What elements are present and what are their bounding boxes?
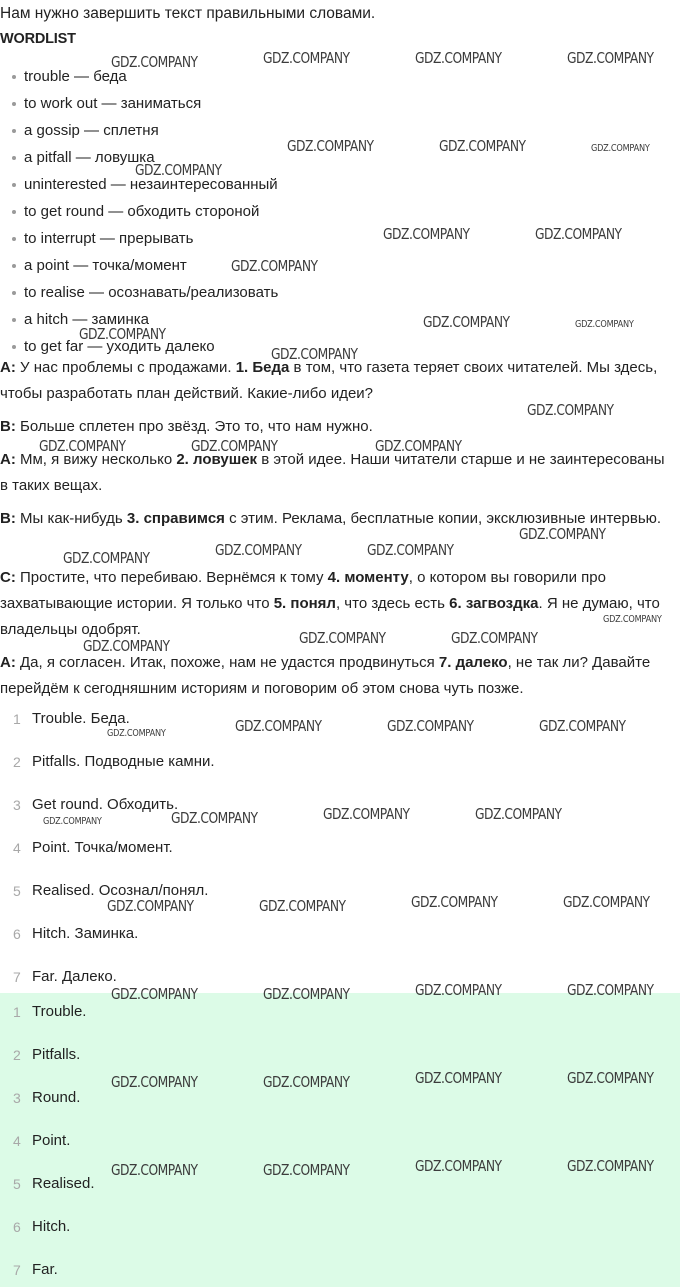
- dialog-text: Мы как-нибудь: [15, 510, 127, 527]
- watermark-text: GDZ.COMPANY: [567, 1157, 654, 1175]
- wordlist-item-text: a hitch — заминка: [24, 311, 149, 328]
- watermark-text: GDZ.COMPANY: [43, 816, 102, 827]
- speaker-label: A:: [0, 654, 16, 671]
- dialog-line: [0, 565, 676, 643]
- answer-number: 6: [13, 926, 21, 942]
- bullet-icon: [12, 318, 16, 322]
- watermark-text: GDZ.COMPANY: [415, 981, 502, 999]
- answer-word: 5. понял: [273, 595, 336, 612]
- task-instruction: Нам нужно завершить текст правильными словами.: [0, 5, 376, 22]
- speaker-label: A:: [0, 451, 16, 468]
- watermark-text: GDZ.COMPANY: [415, 1157, 502, 1175]
- dialog-line: [0, 506, 676, 532]
- wordlist-item: [0, 90, 278, 117]
- dialog-line: [0, 650, 676, 702]
- watermark-text: GDZ.COMPANY: [591, 143, 650, 154]
- dialog-text: Больше сплетен про звёзд. Это то, что нам нужно.: [15, 418, 373, 435]
- watermark-text: GDZ.COMPANY: [415, 49, 502, 67]
- bullet-icon: [12, 210, 16, 214]
- watermark-text: GDZ.COMPANY: [231, 257, 318, 275]
- answer-text: Pitfalls. Подводные камни.: [32, 753, 215, 770]
- answer-text: Hitch.: [32, 1218, 71, 1235]
- answer-text: Trouble. Беда.: [32, 710, 130, 727]
- watermark-text: GDZ.COMPANY: [263, 1073, 350, 1091]
- bullet-icon: [12, 345, 16, 349]
- watermark-text: GDZ.COMPANY: [567, 981, 654, 999]
- watermark-text: GDZ.COMPANY: [263, 1161, 350, 1179]
- wordlist-title: WORDLIST: [0, 31, 76, 47]
- answer-text: Far. Далеко.: [32, 968, 117, 985]
- watermark-text: GDZ.COMPANY: [235, 717, 322, 735]
- answer-number: 2: [13, 754, 21, 770]
- watermark-text: GDZ.COMPANY: [375, 437, 462, 455]
- wordlist-item: [0, 171, 278, 198]
- answer-number: 6: [13, 1219, 21, 1235]
- answer-text: Get round. Обходить.: [32, 796, 179, 813]
- bullet-icon: [12, 264, 16, 268]
- answer-word: 1. Беда: [235, 359, 290, 376]
- watermark-text: GDZ.COMPANY: [111, 985, 198, 1003]
- dialog-text: , о котором вы говорили про захватывающие истории. Я только что: [0, 569, 606, 612]
- speaker-label: A:: [0, 359, 16, 376]
- watermark-text: GDZ.COMPANY: [107, 728, 166, 739]
- answer-number: 1: [13, 711, 21, 727]
- wordlist-item: [0, 198, 278, 225]
- bullet-icon: [12, 75, 16, 79]
- wordlist-item-text: to get far — уходить далеко: [24, 338, 215, 355]
- wordlist-item-text: a point — точка/момент: [24, 257, 187, 274]
- answer-text: Trouble.: [32, 1003, 87, 1020]
- watermark-text: GDZ.COMPANY: [215, 541, 302, 559]
- watermark-text: GDZ.COMPANY: [603, 614, 662, 625]
- wordlist-item-text: a gossip — сплетня: [24, 122, 159, 139]
- watermark-text: GDZ.COMPANY: [271, 345, 358, 363]
- dialog-text: Простите, что перебиваю. Вернёмся к тому: [15, 569, 328, 586]
- dialog-text: , не так ли? Давайте перейдём к сегодняшним историям и поговорим об этом снова чуть позже.: [0, 654, 651, 697]
- bullet-icon: [12, 102, 16, 106]
- watermark-text: GDZ.COMPANY: [135, 161, 222, 179]
- watermark-text: GDZ.COMPANY: [263, 49, 350, 67]
- wordlist-item-text: trouble — беда: [24, 68, 127, 85]
- watermark-text: GDZ.COMPANY: [299, 629, 386, 647]
- watermark-text: GDZ.COMPANY: [451, 629, 538, 647]
- dialog-text: У нас проблемы с продажами.: [15, 359, 236, 376]
- wordlist-item-text: to realise — осознавать/реализовать: [24, 284, 279, 301]
- answer-number: 4: [13, 1133, 21, 1149]
- bullet-icon: [12, 183, 16, 187]
- bullet-icon: [12, 291, 16, 295]
- answer-word: 6. загвоздка: [449, 595, 539, 612]
- watermark-text: GDZ.COMPANY: [111, 1161, 198, 1179]
- watermark-text: GDZ.COMPANY: [191, 437, 278, 455]
- watermark-text: GDZ.COMPANY: [259, 897, 346, 915]
- watermark-text: GDZ.COMPANY: [79, 325, 166, 343]
- answer-text: Point.: [32, 1132, 71, 1149]
- answers-short-panel: [0, 993, 680, 1287]
- wordlist-item-text: a pitfall — ловушка: [24, 149, 155, 166]
- answer-number: 2: [13, 1047, 21, 1063]
- speaker-label: B:: [0, 510, 16, 527]
- watermark-text: GDZ.COMPANY: [567, 49, 654, 67]
- watermark-text: GDZ.COMPANY: [323, 805, 410, 823]
- speaker-label: C:: [0, 569, 16, 586]
- dialog-line: [0, 355, 676, 407]
- answer-text: Round.: [32, 1089, 81, 1106]
- watermark-text: GDZ.COMPANY: [83, 637, 170, 655]
- answer-text: Pitfalls.: [32, 1046, 81, 1063]
- wordlist-item: [0, 279, 278, 306]
- watermark-text: GDZ.COMPANY: [575, 319, 634, 330]
- wordlist-item-text: uninterested — незаинтересованный: [24, 176, 278, 193]
- watermark-text: GDZ.COMPANY: [539, 717, 626, 735]
- watermark-text: GDZ.COMPANY: [171, 809, 258, 827]
- wordlist-item: [0, 225, 278, 252]
- watermark-text: GDZ.COMPANY: [475, 805, 562, 823]
- answer-number: 7: [13, 969, 21, 985]
- answer-number: 5: [13, 883, 21, 899]
- watermark-text: GDZ.COMPANY: [367, 541, 454, 559]
- wordlist-item-text: to get round — обходить стороной: [24, 203, 260, 220]
- answer-number: 1: [13, 1004, 21, 1020]
- watermark-text: GDZ.COMPANY: [411, 893, 498, 911]
- answer-text: Realised.: [32, 1175, 95, 1192]
- watermark-text: GDZ.COMPANY: [439, 137, 526, 155]
- watermark-text: GDZ.COMPANY: [387, 717, 474, 735]
- watermark-text: GDZ.COMPANY: [107, 897, 194, 915]
- watermark-text: GDZ.COMPANY: [39, 437, 126, 455]
- watermark-text: GDZ.COMPANY: [111, 53, 198, 71]
- watermark-text: GDZ.COMPANY: [527, 401, 614, 419]
- wordlist-item: [0, 117, 278, 144]
- dialog-text: Да, я согласен. Итак, похоже, нам не удастся продвинуться: [15, 654, 439, 671]
- watermark-text: GDZ.COMPANY: [535, 225, 622, 243]
- watermark-text: GDZ.COMPANY: [519, 525, 606, 543]
- wordlist-item-text: to interrupt — прерывать: [24, 230, 194, 247]
- answer-word: 3. справимся: [126, 510, 225, 527]
- dialog-text: в этой идее. Наши читатели старше и не заинтересованы в таких вещах.: [0, 451, 665, 494]
- dialog-line: [0, 447, 676, 499]
- answer-text: Far.: [32, 1261, 58, 1278]
- answer-text: Point. Точка/момент.: [32, 839, 173, 856]
- watermark-text: GDZ.COMPANY: [111, 1073, 198, 1091]
- answer-number: 3: [13, 797, 21, 813]
- speaker-label: B:: [0, 418, 16, 435]
- wordlist-item: [0, 63, 278, 90]
- answer-word: 2. ловушек: [176, 451, 258, 468]
- dialog-text: в том, что газета теряет своих читателей. Мы здесь, чтобы разработать план действий. Какие-либо идеи?: [0, 359, 658, 402]
- answer-text: Hitch. Заминка.: [32, 925, 139, 942]
- wordlist-item-text: to work out — заниматься: [24, 95, 202, 112]
- wordlist-item: [0, 252, 278, 279]
- answer-word: 4. моменту: [327, 569, 409, 586]
- answer-number: 7: [13, 1262, 21, 1278]
- dialog-line: [0, 414, 676, 440]
- watermark-text: GDZ.COMPANY: [383, 225, 470, 243]
- answer-number: 4: [13, 840, 21, 856]
- wordlist-item: [0, 306, 278, 333]
- watermark-text: GDZ.COMPANY: [567, 1069, 654, 1087]
- dialog-text: с этим. Реклама, бесплатные копии, эксклюзивные интервью.: [224, 510, 662, 527]
- watermark-text: GDZ.COMPANY: [563, 893, 650, 911]
- bullet-icon: [12, 237, 16, 241]
- dialog-text: . Я не думаю, что владельцы одобрят.: [0, 595, 660, 638]
- wordlist-item: [0, 144, 278, 171]
- wordlist: [0, 63, 278, 360]
- watermark-text: GDZ.COMPANY: [423, 313, 510, 331]
- dialog-text: , что здесь есть: [335, 595, 450, 612]
- answer-text: Realised. Осознал/понял.: [32, 882, 209, 899]
- answer-number: 3: [13, 1090, 21, 1106]
- watermark-text: GDZ.COMPANY: [63, 549, 150, 567]
- bullet-icon: [12, 156, 16, 160]
- watermark-text: GDZ.COMPANY: [415, 1069, 502, 1087]
- watermark-text: GDZ.COMPANY: [287, 137, 374, 155]
- watermark-text: GDZ.COMPANY: [263, 985, 350, 1003]
- answer-word: 7. далеко: [438, 654, 508, 671]
- dialog-text: Мм, я вижу несколько: [15, 451, 177, 468]
- bullet-icon: [12, 129, 16, 133]
- answer-number: 5: [13, 1176, 21, 1192]
